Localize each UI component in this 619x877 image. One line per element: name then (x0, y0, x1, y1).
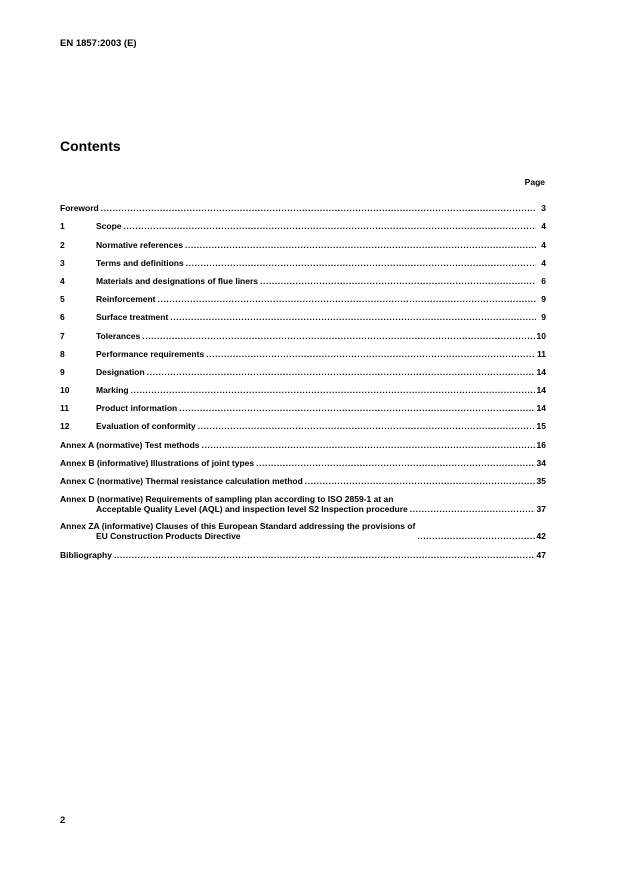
dot-leader (305, 476, 535, 486)
dot-leader (185, 240, 536, 250)
toc-entry-page: 14 (536, 385, 546, 396)
toc-entry-number: 9 (60, 366, 65, 377)
toc-entry-title: Terms and definitions (96, 257, 184, 268)
dot-leader (142, 331, 534, 341)
page-number: 2 (60, 815, 66, 826)
toc-entry-annex-za[interactable] (60, 514, 546, 542)
toc-entry-designation[interactable] (60, 359, 546, 377)
toc-entry-number: 10 (60, 385, 70, 396)
toc-entry-title (60, 521, 415, 541)
toc-entry-page: 14 (536, 366, 546, 377)
toc-entry-number: 8 (60, 348, 65, 359)
toc-entry-page: 37 (536, 503, 546, 514)
toc-entry-title (60, 494, 408, 514)
toc-entry-title: Designation (96, 366, 145, 377)
toc-entry-foreword[interactable] (60, 195, 546, 213)
toc-entry-page: 10 (536, 330, 546, 341)
toc-entry-number: 7 (60, 330, 65, 341)
dot-leader (170, 312, 536, 322)
toc-entry-reinforcement[interactable] (60, 286, 546, 304)
toc-entry-title: Marking (96, 385, 129, 396)
dot-leader (186, 258, 536, 268)
toc-entry-title: Scope (96, 221, 122, 232)
toc-entry-number: 6 (60, 312, 65, 323)
dot-leader (147, 367, 535, 377)
toc-entry-page: 4 (541, 221, 546, 232)
toc-entry-product-information[interactable] (60, 395, 546, 413)
dot-leader (101, 203, 536, 213)
toc-entry-title: Annex B (informative) Illustrations of joint types (60, 457, 255, 468)
dot-leader (410, 504, 535, 514)
dot-leader (131, 385, 535, 395)
toc-entry-page: 14 (536, 403, 546, 414)
toc-entry-tolerances[interactable] (60, 322, 546, 340)
toc-entry-page: 6 (541, 275, 546, 286)
toc-entry-title: Annex C (normative) Thermal resistance calculation method (60, 476, 303, 486)
toc-entry-annex-b[interactable] (60, 450, 546, 468)
toc-entry-title: Foreword (60, 203, 99, 214)
toc-entry-page: 42 (536, 531, 546, 541)
toc-entry-title: Materials and designations of flue liners (96, 275, 259, 286)
toc-entry-scope[interactable] (60, 213, 546, 231)
toc-entry-normative-references[interactable] (60, 231, 546, 249)
dot-leader (201, 440, 534, 450)
dot-leader (260, 276, 536, 286)
table-of-contents (60, 195, 546, 560)
document-header: EN 1857:2003 (E) (60, 38, 137, 49)
toc-entry-number: 3 (60, 257, 65, 268)
toc-entry-title: Annex A (normative) Test methods (60, 439, 200, 450)
page-column-label: Page (524, 177, 545, 187)
toc-entry-title-line1: Annex D (normative) Requirements of sampling plan according to ISO 2859-1 at an (60, 493, 394, 504)
dot-leader (114, 550, 535, 560)
dot-leader (198, 421, 535, 431)
toc-entry-page: 34 (536, 457, 546, 468)
dot-leader (417, 531, 534, 541)
toc-entry-number: 5 (60, 294, 65, 305)
toc-entry-title: Normative references (96, 239, 183, 250)
toc-entry-title: Bibliography (60, 550, 112, 560)
toc-entry-title: Evaluation of conformity (96, 421, 196, 432)
toc-entry-number: 1 (60, 221, 65, 232)
toc-entry-title: Tolerances (96, 330, 141, 341)
toc-entry-number: 2 (60, 239, 65, 250)
toc-entry-title: Reinforcement (96, 294, 156, 305)
toc-entry-annex-d[interactable] (60, 486, 546, 514)
dot-leader (256, 458, 534, 468)
toc-entry-page: 16 (536, 439, 546, 450)
dot-leader (206, 349, 535, 359)
toc-entry-bibliography[interactable] (60, 541, 546, 560)
toc-entry-page: 35 (536, 476, 546, 486)
toc-entry-annex-c[interactable] (60, 468, 546, 486)
toc-entry-evaluation-of-conformity[interactable] (60, 413, 546, 431)
toc-entry-surface-treatment[interactable] (60, 304, 546, 322)
toc-entry-page: 11 (537, 348, 546, 359)
dot-leader (179, 403, 534, 413)
toc-entry-title: Surface treatment (96, 312, 169, 323)
toc-entry-page: 4 (541, 239, 546, 250)
contents-heading: Contents (60, 138, 121, 154)
toc-entry-terms-and-definitions[interactable] (60, 250, 546, 268)
toc-entry-performance-requirements[interactable] (60, 341, 546, 359)
toc-entry-title: Performance requirements (96, 348, 205, 359)
toc-entry-annex-a[interactable] (60, 431, 546, 449)
toc-entry-title: Product information (96, 403, 178, 414)
toc-entry-number: 11 (60, 403, 69, 414)
toc-entry-materials[interactable] (60, 268, 546, 286)
toc-entry-title-line2: Acceptable Quality Level (AQL) and inspection level S2 Inspection procedure (96, 503, 408, 514)
toc-entry-page: 15 (536, 421, 546, 432)
toc-entry-page: 9 (541, 294, 546, 305)
toc-entry-number: 4 (60, 275, 65, 286)
toc-entry-title-line2: EU Construction Products Directive (96, 531, 241, 541)
dot-leader (124, 221, 536, 231)
toc-entry-page: 47 (536, 550, 546, 560)
toc-entry-page: 3 (541, 203, 546, 214)
toc-entry-title-line1: Annex ZA (informative) Clauses of this European Standard addressing the provisions of (60, 521, 416, 531)
toc-entry-page: 4 (541, 257, 546, 268)
toc-entry-marking[interactable] (60, 377, 546, 395)
toc-entry-number: 12 (60, 421, 70, 432)
toc-entry-page: 9 (541, 312, 546, 323)
dot-leader (158, 294, 536, 304)
